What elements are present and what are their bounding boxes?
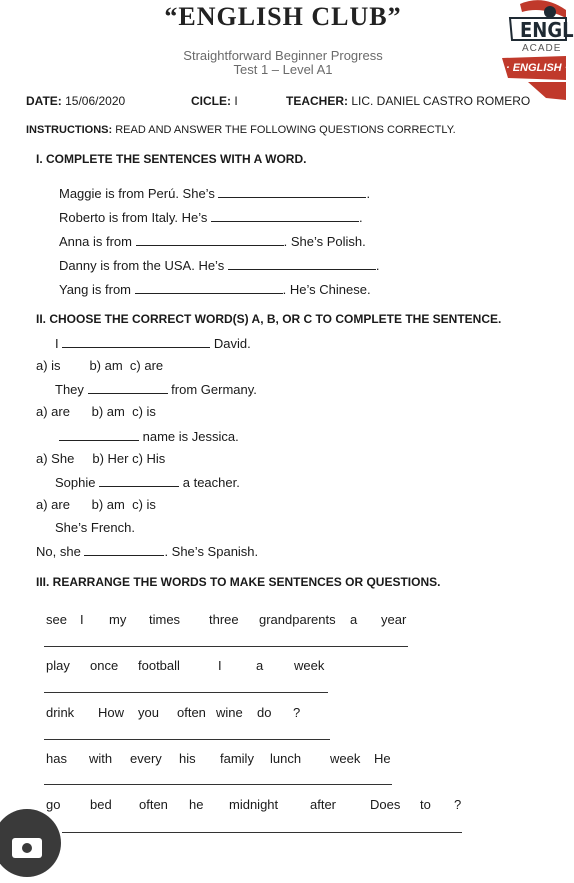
answer-line[interactable]: [44, 646, 408, 647]
word-token: my: [109, 612, 127, 627]
word-token: week: [330, 751, 361, 766]
word-token: a: [256, 658, 264, 673]
s2-options-3[interactable]: a) She b) Her c) His: [36, 451, 166, 466]
word-token: He: [374, 751, 391, 766]
word-token: he: [189, 797, 204, 812]
answer-line[interactable]: [44, 692, 328, 693]
word-token: week: [294, 658, 325, 673]
s1-item-text: Danny is from the USA. He’s: [59, 258, 225, 273]
s1-item-text: Maggie is from Perú. She’s: [59, 186, 215, 201]
word-token: I: [218, 658, 222, 673]
answer-blank[interactable]: [62, 335, 210, 348]
s2-extra-2: [36, 543, 258, 559]
word-token: once: [90, 658, 119, 673]
s2-item-1: [55, 335, 251, 351]
answer-blank[interactable]: [59, 428, 139, 441]
cicle-label: CICLE:: [191, 94, 231, 108]
answer-blank[interactable]: [218, 185, 366, 198]
word-token: I: [80, 612, 84, 627]
s1-item-after: .: [358, 210, 363, 225]
instructions-text: READ AND ANSWER THE FOLLOWING QUESTIONS CORRECTLY.: [115, 124, 456, 136]
s1-item-2: [59, 209, 363, 225]
word-token: a: [350, 612, 358, 627]
s2-options-2[interactable]: a) are b) am c) is: [36, 404, 156, 419]
answer-line[interactable]: [44, 739, 330, 740]
word-token: often: [177, 705, 206, 720]
date-value: 15/06/2020: [65, 94, 126, 108]
test-label: Test 1 – Level A1: [233, 62, 333, 77]
word-token: his: [179, 751, 196, 766]
answer-blank[interactable]: [228, 257, 376, 270]
answer-blank[interactable]: [88, 381, 168, 394]
teacher-label: TEACHER:: [286, 94, 348, 108]
s1-item-after: .: [366, 186, 371, 201]
word-token: often: [139, 797, 168, 812]
word-token: go: [46, 797, 61, 812]
word-token: play: [46, 658, 70, 673]
word-token: grandparents: [259, 612, 336, 627]
s2-item-after: name is Jessica.: [142, 429, 239, 444]
word-token: football: [138, 658, 180, 673]
word-token: drink: [46, 705, 75, 720]
s2-item-3: [59, 428, 239, 444]
word-token: bed: [90, 797, 112, 812]
logo-banner-text: · ENGLISH ·: [506, 62, 569, 74]
s2-extra-text: No, she: [36, 544, 81, 559]
word-token: How: [98, 705, 125, 720]
s2-item-after: David.: [213, 336, 251, 351]
s2-item-text: I: [55, 336, 59, 351]
answer-blank[interactable]: [99, 474, 179, 487]
section3-heading: III. REARRANGE THE WORDS TO MAKE SENTENCES OR QUESTIONS.: [36, 575, 441, 589]
word-token: has: [46, 751, 67, 766]
teacher-value: LIC. DANIEL CASTRO ROMERO: [351, 94, 531, 108]
instructions-label: INSTRUCTIONS:: [26, 124, 113, 136]
s2-item-after: a teacher.: [182, 475, 240, 490]
s2-item-after: from Germany.: [171, 382, 257, 397]
word-token: family: [220, 751, 254, 766]
word-token: see: [46, 612, 67, 627]
s1-item-5: [59, 281, 371, 297]
academy-logo: [498, 0, 574, 100]
date-label: DATE:: [26, 94, 62, 108]
word-token: year: [381, 612, 407, 627]
logo-mid-text: ACADE: [522, 43, 562, 54]
s2-item-4: [55, 474, 240, 490]
instructions: [26, 124, 456, 136]
answer-line[interactable]: [62, 832, 462, 833]
s1-item-1: [59, 185, 370, 201]
s1-item-after: . He’s Chinese.: [282, 282, 371, 297]
s1-item-text: Roberto is from Italy. He’s: [59, 210, 208, 225]
answer-blank[interactable]: [211, 209, 359, 222]
answer-blank[interactable]: [136, 233, 284, 246]
word-token: with: [89, 751, 113, 766]
s1-item-4: [59, 257, 379, 273]
s2-options-1[interactable]: a) is b) am c) are: [36, 358, 164, 373]
s1-item-after: . She’s Polish.: [283, 234, 366, 249]
word-token: lunch: [270, 751, 302, 766]
word-token: to: [420, 797, 431, 812]
cicle-field: [191, 94, 238, 108]
word-token: ?: [293, 705, 301, 720]
word-token: do: [257, 705, 272, 720]
section2-heading: II. CHOOSE THE CORRECT WORD(S) A, B, OR C TO COMPLETE THE SENTENCE.: [36, 312, 502, 326]
word-token: wine: [216, 705, 243, 720]
s2-extra-after: . She’s Spanish.: [164, 544, 259, 559]
document-title: “ENGLISH CLUB”: [164, 2, 402, 31]
s2-item-2: [55, 381, 257, 397]
cicle-value: I: [234, 94, 238, 108]
word-token: ?: [454, 797, 462, 812]
date-field: [26, 94, 125, 108]
s1-item-3: [59, 233, 366, 249]
word-token: times: [149, 612, 181, 627]
teacher-field: [286, 94, 530, 108]
answer-blank[interactable]: [135, 281, 283, 294]
s1-item-text: Yang is from: [59, 282, 132, 297]
s2-extra-1: She’s French.: [55, 520, 135, 535]
s2-options-4[interactable]: a) are b) am c) is: [36, 497, 156, 512]
word-token: you: [138, 705, 159, 720]
s2-item-text: They: [55, 382, 84, 397]
word-token: every: [130, 751, 162, 766]
s1-item-text: Anna is from: [59, 234, 132, 249]
logo-top-text: ENGL: [520, 18, 574, 42]
word-token: Does: [370, 797, 401, 812]
camera-icon: [0, 808, 62, 878]
overlay-button[interactable]: [0, 808, 62, 878]
section1-heading: I. COMPLETE THE SENTENCES WITH A WORD.: [36, 152, 307, 166]
document-subtitle: Straightforward Beginner Progress: [183, 48, 383, 63]
s1-item-after: .: [375, 258, 380, 273]
word-token: after: [310, 797, 337, 812]
answer-line[interactable]: [44, 784, 392, 785]
answer-blank[interactable]: [84, 543, 164, 556]
word-token: midnight: [229, 797, 279, 812]
word-token: three: [209, 612, 239, 627]
s2-item-text: Sophie: [55, 475, 96, 490]
